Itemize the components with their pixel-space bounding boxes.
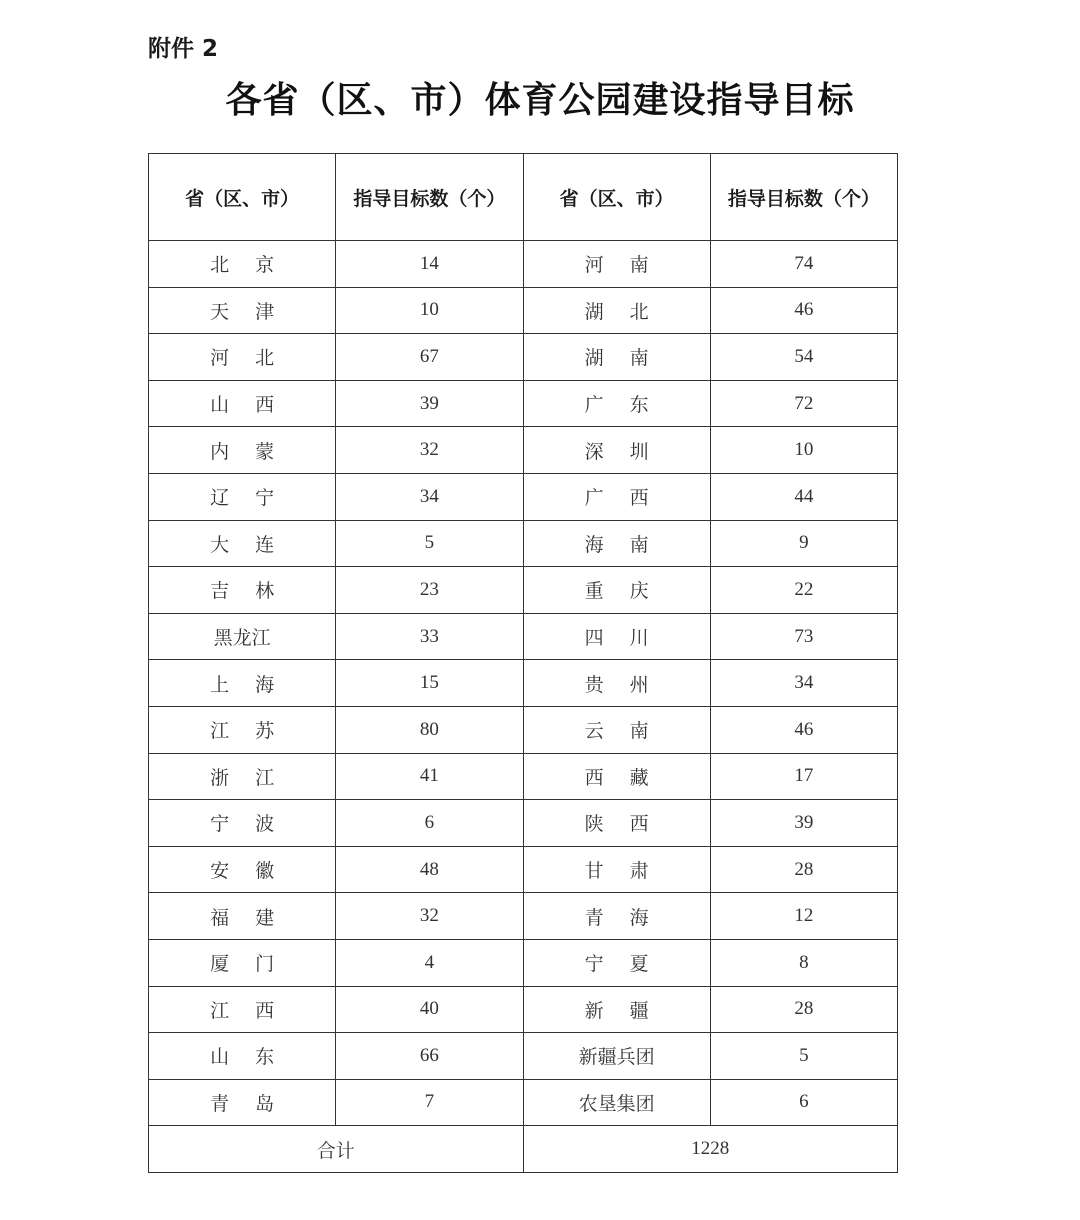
- table-row: [149, 660, 898, 707]
- province-name-text: 青岛: [210, 1092, 301, 1115]
- table-row: [149, 800, 898, 847]
- province-name: [149, 1033, 336, 1080]
- target-value-text: 5: [424, 532, 435, 554]
- table-row: [149, 1079, 898, 1126]
- target-value-text: 34: [419, 485, 439, 507]
- province-name: [149, 986, 336, 1033]
- target-value: [336, 473, 523, 520]
- target-value: [336, 800, 523, 847]
- document-title: 各省（区、市）体育公园建设指导目标: [225, 80, 855, 121]
- targets-table: [148, 153, 898, 1173]
- province-name-text: 青海: [584, 906, 675, 929]
- province-name-text: 辽宁: [210, 487, 301, 510]
- target-value: [710, 380, 897, 427]
- province-name-text: 上海: [210, 673, 301, 696]
- province-name: [523, 287, 710, 334]
- target-value: [336, 567, 523, 614]
- province-name-text: 贵州: [584, 673, 675, 696]
- target-value-text: 14: [419, 252, 439, 274]
- target-value-text: 9: [799, 532, 809, 554]
- table-row: [149, 427, 898, 474]
- province-name: [149, 660, 336, 707]
- target-value: [336, 660, 523, 707]
- province-name: [523, 753, 710, 800]
- table-row: [149, 893, 898, 940]
- province-name-text: 福建: [210, 906, 301, 929]
- table-row: [149, 380, 898, 427]
- target-value-text: 73: [794, 625, 814, 647]
- target-value-text: 28: [794, 998, 814, 1020]
- target-value: [336, 241, 523, 288]
- target-value-text: 28: [794, 858, 814, 880]
- province-name-text: 湖南: [584, 347, 675, 370]
- province-name: [149, 567, 336, 614]
- target-value-text: 32: [419, 439, 439, 461]
- province-name-text: 浙江: [210, 766, 301, 789]
- target-value-text: 22: [794, 578, 814, 600]
- province-name-text: 农垦集团: [578, 1092, 655, 1115]
- province-name: [523, 939, 710, 986]
- target-value: [710, 753, 897, 800]
- province-name-text: 新疆兵团: [578, 1046, 655, 1069]
- province-name: [523, 846, 710, 893]
- target-value: [710, 939, 897, 986]
- header-target-right: 指导目标数（个）: [710, 154, 897, 241]
- province-name-text: 宁波: [210, 813, 301, 836]
- target-value-text: 39: [794, 811, 814, 833]
- province-name-text: 湖北: [584, 300, 675, 323]
- province-name-text: 宁夏: [584, 953, 675, 976]
- target-value-text: 46: [794, 718, 814, 740]
- province-name-text: 内蒙: [210, 440, 301, 463]
- header-province-left: 省（区、市）: [149, 154, 336, 241]
- province-name: [523, 800, 710, 847]
- province-name: [523, 427, 710, 474]
- province-name-text: 重庆: [584, 580, 675, 603]
- target-value: [710, 893, 897, 940]
- target-value-text: 74: [794, 252, 814, 274]
- target-value: [336, 334, 523, 381]
- target-value: [710, 520, 897, 567]
- target-value-text: 6: [424, 811, 435, 833]
- table-row: [149, 520, 898, 567]
- table-row: [149, 567, 898, 614]
- province-name-text: 深圳: [584, 440, 675, 463]
- target-value-text: 46: [794, 299, 814, 321]
- province-name-text: 四川: [584, 627, 675, 650]
- target-value-text: 4: [424, 951, 435, 973]
- target-value: [336, 520, 523, 567]
- target-value: [710, 1079, 897, 1126]
- province-name: [149, 613, 336, 660]
- total-value: 1228: [523, 1126, 898, 1173]
- province-name: [523, 613, 710, 660]
- target-value: [710, 846, 897, 893]
- province-name-text: 北京: [210, 254, 301, 277]
- target-value-text: 33: [419, 625, 439, 647]
- attachment-label: 附件 2: [148, 36, 219, 62]
- target-value: [336, 1079, 523, 1126]
- province-name-text: 厦门: [210, 953, 301, 976]
- target-value-text: 40: [419, 998, 439, 1020]
- target-value: [336, 706, 523, 753]
- target-value-text: 8: [799, 951, 809, 973]
- province-name: [149, 939, 336, 986]
- province-name-text: 山西: [210, 394, 301, 417]
- header-province-right: 省（区、市）: [523, 154, 710, 241]
- target-value: [710, 567, 897, 614]
- target-value: [336, 287, 523, 334]
- target-value: [710, 1033, 897, 1080]
- target-value-text: 67: [419, 345, 439, 367]
- province-name-text: 广东: [584, 394, 675, 417]
- target-value: [336, 613, 523, 660]
- target-value-text: 10: [794, 439, 814, 461]
- province-name: [523, 567, 710, 614]
- target-value: [710, 660, 897, 707]
- province-name: [149, 846, 336, 893]
- province-name-text: 安徽: [210, 860, 301, 883]
- province-name-text: 陕西: [584, 813, 675, 836]
- province-name-text: 海南: [584, 533, 675, 556]
- target-value: [710, 706, 897, 753]
- province-name-text: 吉林: [210, 580, 301, 603]
- target-value-text: 44: [794, 485, 814, 507]
- province-name-text: 甘肃: [584, 860, 675, 883]
- province-name: [149, 520, 336, 567]
- province-name: [149, 753, 336, 800]
- table-row: [149, 473, 898, 520]
- province-name-text: 广西: [584, 487, 675, 510]
- province-name-text: 山东: [210, 1046, 301, 1069]
- target-value-text: 12: [794, 905, 814, 927]
- province-name-text: 大连: [210, 533, 301, 556]
- target-value: [710, 427, 897, 474]
- target-value-text: 41: [419, 765, 439, 787]
- table-row: [149, 706, 898, 753]
- province-name: [523, 893, 710, 940]
- province-name: [149, 473, 336, 520]
- target-value: [710, 334, 897, 381]
- province-name-text: 江苏: [210, 720, 301, 743]
- province-name: [149, 1079, 336, 1126]
- province-name: [523, 380, 710, 427]
- table-row: [149, 1033, 898, 1080]
- province-name: [523, 660, 710, 707]
- province-name-text: 河南: [584, 254, 675, 277]
- province-name-text: 黑龙江: [213, 627, 271, 650]
- province-name-text: 江西: [210, 999, 301, 1022]
- target-value: [710, 986, 897, 1033]
- target-value: [336, 846, 523, 893]
- table-body: [149, 241, 898, 1126]
- target-value: [710, 800, 897, 847]
- target-value-text: 23: [419, 578, 439, 600]
- province-name: [523, 706, 710, 753]
- target-value-text: 66: [419, 1044, 439, 1066]
- province-name: [523, 473, 710, 520]
- target-value: [336, 1033, 523, 1080]
- target-value-text: 80: [419, 718, 439, 740]
- province-name: [523, 241, 710, 288]
- province-name: [149, 893, 336, 940]
- province-name: [149, 427, 336, 474]
- province-name: [149, 287, 336, 334]
- table-row: [149, 846, 898, 893]
- target-value-text: 15: [419, 672, 439, 694]
- table-row: [149, 613, 898, 660]
- total-label: 合计: [149, 1126, 524, 1173]
- table-header-row: [149, 154, 898, 241]
- province-name-text: 云南: [584, 720, 675, 743]
- table-row: [149, 939, 898, 986]
- province-name: [523, 986, 710, 1033]
- province-name-text: 西藏: [584, 766, 675, 789]
- target-value-text: 54: [794, 345, 814, 367]
- target-value: [336, 986, 523, 1033]
- target-value-text: 48: [419, 858, 439, 880]
- province-name: [523, 1033, 710, 1080]
- target-value: [710, 473, 897, 520]
- target-value-text: 32: [419, 905, 439, 927]
- table-row: [149, 241, 898, 288]
- province-name: [149, 380, 336, 427]
- target-value-text: 17: [794, 765, 814, 787]
- target-value-text: 34: [794, 672, 814, 694]
- target-value-text: 39: [419, 392, 439, 414]
- target-value: [336, 893, 523, 940]
- header-target-left: 指导目标数（个）: [336, 154, 523, 241]
- province-name-text: 新疆: [584, 999, 675, 1022]
- target-value: [710, 287, 897, 334]
- table-row: [149, 753, 898, 800]
- target-value: [336, 380, 523, 427]
- target-value: [710, 241, 897, 288]
- total-row: [149, 1126, 898, 1173]
- province-name: [149, 241, 336, 288]
- target-value-text: 10: [419, 299, 439, 321]
- target-value: [710, 613, 897, 660]
- province-name: [523, 520, 710, 567]
- table-row: [149, 287, 898, 334]
- province-name: [523, 1079, 710, 1126]
- table-row: [149, 334, 898, 381]
- province-name: [149, 334, 336, 381]
- province-name: [149, 800, 336, 847]
- target-value: [336, 753, 523, 800]
- province-name: [149, 706, 336, 753]
- target-value-text: 6: [799, 1091, 809, 1113]
- target-value-text: 72: [794, 392, 814, 414]
- target-value: [336, 427, 523, 474]
- table-row: [149, 986, 898, 1033]
- target-value-text: 7: [424, 1091, 435, 1113]
- province-name-text: 天津: [210, 300, 301, 323]
- target-value: [336, 939, 523, 986]
- province-name-text: 河北: [210, 347, 301, 370]
- target-value-text: 5: [799, 1044, 809, 1066]
- province-name: [523, 334, 710, 381]
